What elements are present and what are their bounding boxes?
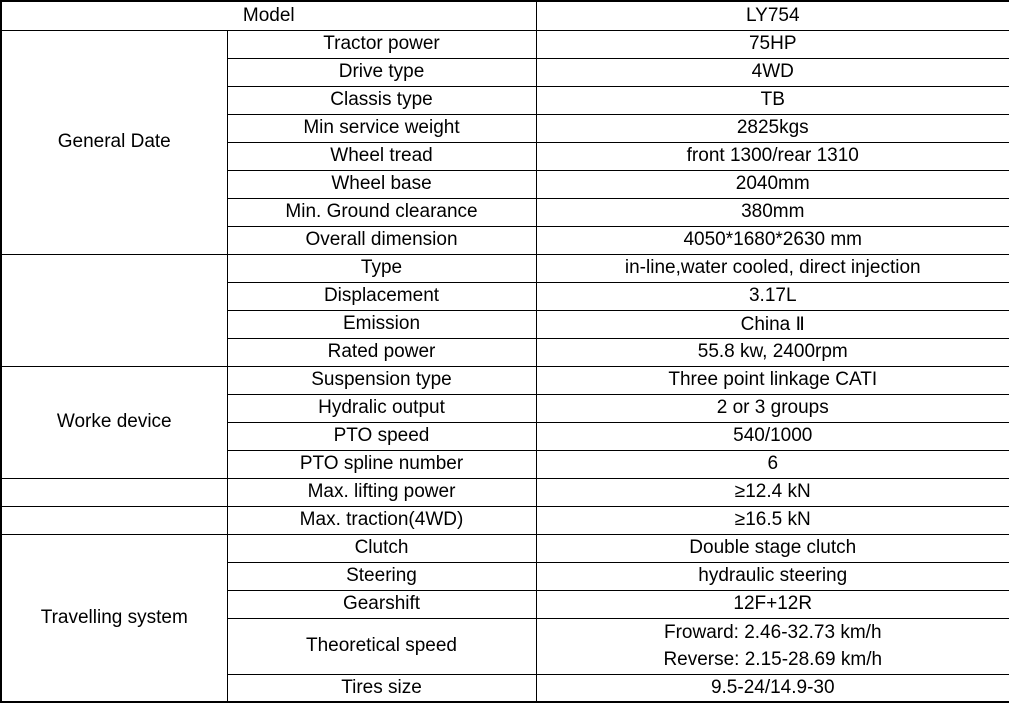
table-row	[1, 254, 1009, 282]
spec-label-cell: Suspension type	[227, 366, 536, 394]
spec-value-cell: 2825kgs	[536, 114, 1009, 142]
spec-value-cell: 2 or 3 groups	[536, 394, 1009, 422]
spec-value-cell: ≥12.4 kN	[536, 478, 1009, 506]
spec-label-cell: Max. lifting power	[227, 478, 536, 506]
spec-label-cell: PTO speed	[227, 422, 536, 450]
spec-label-cell: Wheel base	[227, 170, 536, 198]
spec-label-cell: Rated power	[227, 338, 536, 366]
spec-value-cell: 75HP	[536, 30, 1009, 58]
spec-label-cell: Tractor power	[227, 30, 536, 58]
spec-label-cell: Min service weight	[227, 114, 536, 142]
spec-label-cell: Tires size	[227, 674, 536, 702]
spec-value-cell: Double stage clutch	[536, 534, 1009, 562]
spec-value-cell: hydraulic steering	[536, 562, 1009, 590]
table-row	[1, 534, 1009, 562]
spec-value-cell: Three point linkage CATI	[536, 366, 1009, 394]
group-cell-empty	[1, 478, 227, 506]
table-row	[1, 366, 1009, 394]
spec-label-cell: Drive type	[227, 58, 536, 86]
spec-label-cell: Emission	[227, 310, 536, 338]
spec-label-cell: Classis type	[227, 86, 536, 114]
group-cell-empty	[1, 506, 227, 534]
spec-value-cell: ≥16.5 kN	[536, 506, 1009, 534]
spec-value-cell	[536, 618, 1009, 674]
spec-value-cell: TB	[536, 86, 1009, 114]
spec-value-cell: 9.5-24/14.9-30	[536, 674, 1009, 702]
theoretical-speed-reverse: Reverse: 2.15-28.69 km/h	[537, 646, 1009, 673]
group-cell-engine	[1, 254, 227, 366]
table-row	[1, 506, 1009, 534]
group-cell-travelling-system: Travelling system	[1, 534, 227, 702]
group-cell-worke-device: Worke device	[1, 366, 227, 478]
table-row	[1, 30, 1009, 58]
table-row	[1, 1, 1009, 30]
spec-value-cell: in-line,water cooled, direct injection	[536, 254, 1009, 282]
spec-value-cell: front 1300/rear 1310	[536, 142, 1009, 170]
spec-label-cell: Hydralic output	[227, 394, 536, 422]
spec-value-cell: 12F+12R	[536, 590, 1009, 618]
spec-value-cell: China Ⅱ	[536, 310, 1009, 338]
spec-label-cell: Clutch	[227, 534, 536, 562]
spec-label-cell: Displacement	[227, 282, 536, 310]
model-header-cell: Model	[1, 1, 536, 30]
group-cell-general-date: General Date	[1, 30, 227, 254]
spec-label-cell: Max. traction(4WD)	[227, 506, 536, 534]
table-row	[1, 478, 1009, 506]
spec-label-cell: Overall dimension	[227, 226, 536, 254]
spec-label-cell: PTO spline number	[227, 450, 536, 478]
spec-value-cell: 2040mm	[536, 170, 1009, 198]
theoretical-speed-forward: Froward: 2.46-32.73 km/h	[537, 619, 1009, 646]
spec-value-cell: 55.8 kw, 2400rpm	[536, 338, 1009, 366]
spec-label-cell: Steering	[227, 562, 536, 590]
spec-value-cell: 3.17L	[536, 282, 1009, 310]
spec-label-cell: Wheel tread	[227, 142, 536, 170]
model-value-cell: LY754	[536, 1, 1009, 30]
spec-label-cell: Type	[227, 254, 536, 282]
spec-value-cell: 4WD	[536, 58, 1009, 86]
spec-label-cell: Min. Ground clearance	[227, 198, 536, 226]
spec-label-cell: Theoretical speed	[227, 618, 536, 674]
spec-label-cell: Gearshift	[227, 590, 536, 618]
spec-value-cell: 540/1000	[536, 422, 1009, 450]
spec-value-cell: 4050*1680*2630 mm	[536, 226, 1009, 254]
spec-value-cell: 6	[536, 450, 1009, 478]
spec-value-cell: 380mm	[536, 198, 1009, 226]
